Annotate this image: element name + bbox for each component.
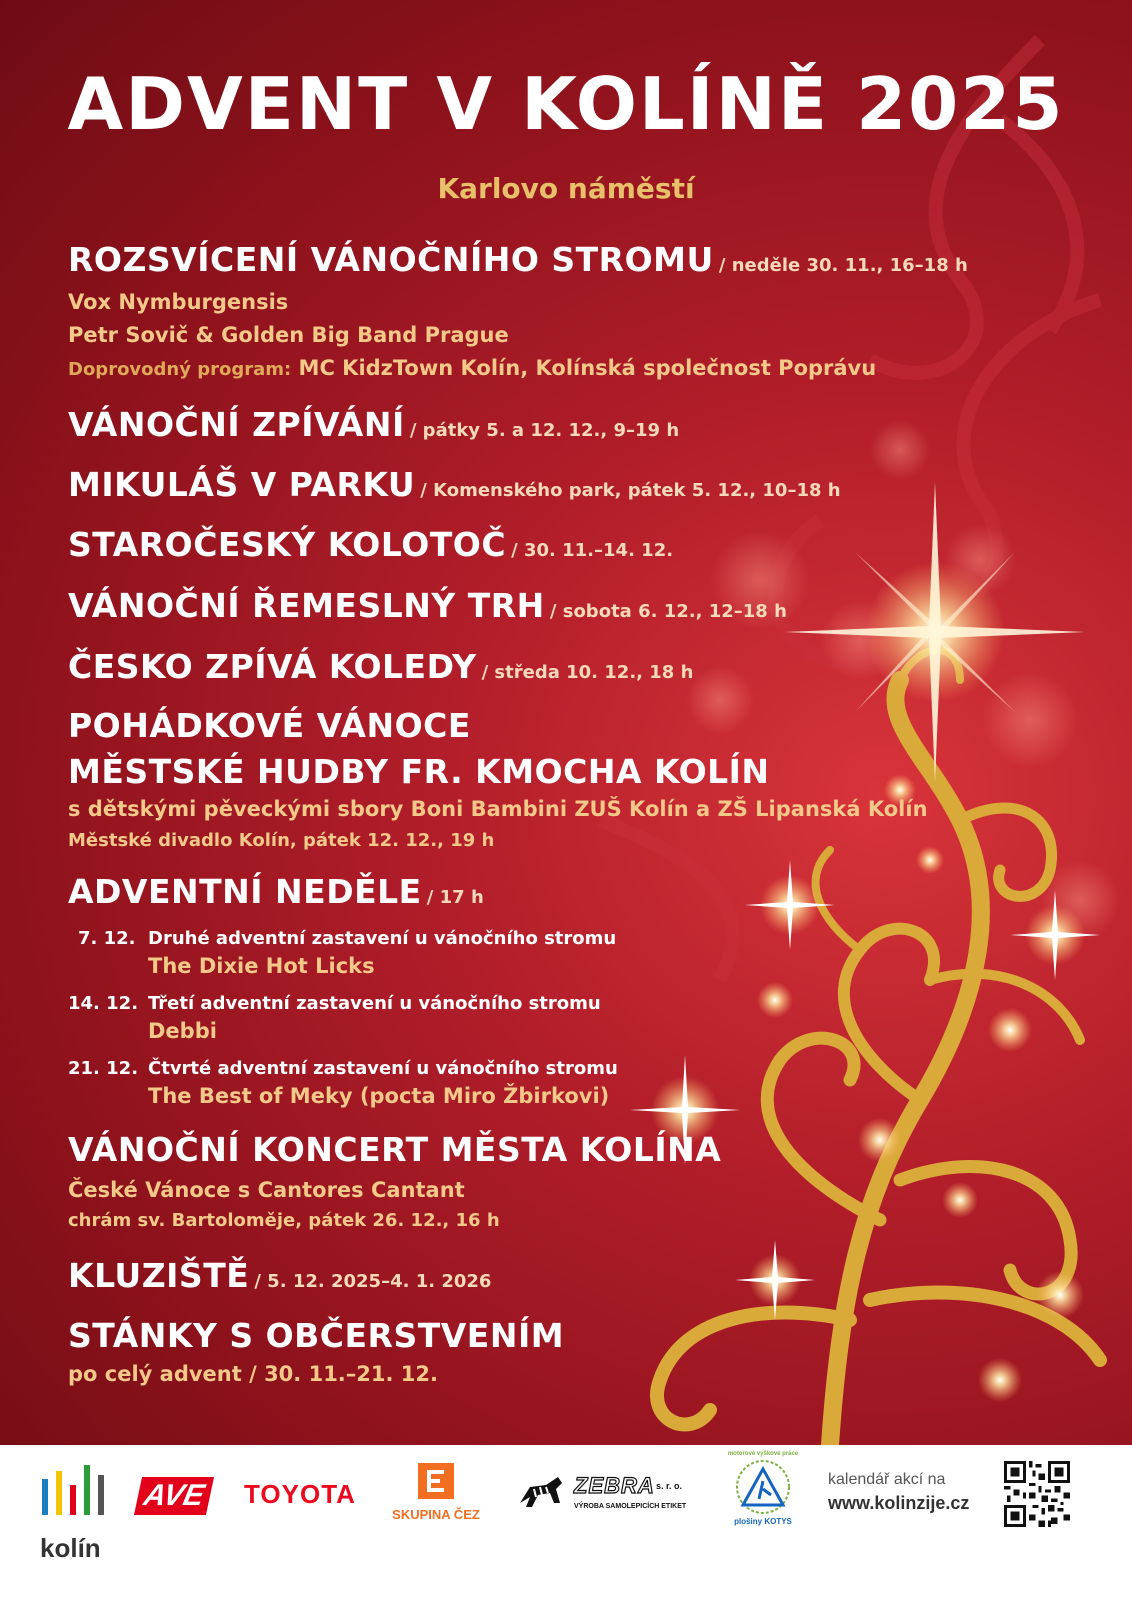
event-adventni-nedele [68,872,484,911]
sunday-text: Druhé adventní zastavení u vánočního stromu [148,928,617,949]
kotys-arc-text: motorové výškové práce [727,1451,799,1457]
sunday-text: Třetí adventní zastavení u vánočního stromu [148,993,601,1014]
event-line: chrám sv. Bartoloměje, pátek 26. 12., 16 h [68,1210,500,1231]
event-stanky [68,1316,564,1355]
event-title: POHÁDKOVÉ VÁNOCE [68,706,471,745]
kolin-bars-icon [40,1465,110,1515]
kotys-icon [733,1459,793,1515]
event-details: / 5. 12. 2025–4. 1. 2026 [254,1271,492,1292]
event-title: VÁNOČNÍ ŘEMESLNÝ TRH [68,586,545,625]
ave-text: AVE [140,1479,208,1512]
sunday-date: 7. 12. [78,928,136,949]
cez-text: SKUPINA ČEZ [392,1507,480,1522]
event-title: VÁNOČNÍ KONCERT MĚSTA KOLÍNA [68,1130,722,1169]
event-line: s dětskými pěveckými sbory Boni Bambini ZUŠ Kolín a ZŠ Lipanská Kolín [68,797,928,821]
kolin-logo [40,1465,110,1575]
event-details: / pátky 5. a 12. 12., 9–19 h [409,420,680,441]
cez-icon [418,1463,454,1499]
event-line: po celý advent / 30. 11.–21. 12. [68,1362,439,1386]
poster-title: ADVENT V KOLÍNĚ 2025 [67,62,1065,146]
sunday-band: Debbi [148,1019,217,1043]
event-rozsviceni [68,240,968,279]
program-text: MC KidzTown Kolín, Kolínská společnost Poprávu [291,356,877,380]
zebra-icon [516,1473,570,1517]
event-pohadkove-2 [68,752,770,791]
sunday-text: Čtvrté adventní zastavení u vánočního stromu [148,1058,618,1079]
event-line: Petr Sovič & Golden Big Band Prague [68,323,509,347]
footer-sponsors [0,1445,1132,1600]
event-line: České Vánoce s Cantores Cantant [68,1178,465,1202]
event-pohadkove [68,706,471,745]
kotys-text: plošiny KOTYS [734,1517,792,1526]
qr-code-icon[interactable] [1004,1461,1070,1527]
program-label: Doprovodný program: [68,359,292,380]
event-koledy [68,647,693,686]
zebra-subtitle: VÝROBA SAMOLEPICÍCH ETIKET [574,1503,687,1510]
poster-subtitle: Karlovo náměstí [437,172,695,205]
event-details: / Komenského park, pátek 5. 12., 10–18 h [420,480,841,501]
event-line: Vox Nymburgensis [68,290,289,314]
calendar-label: kalendář akcí na [828,1471,946,1488]
event-details: / neděle 30. 11., 16–18 h [718,255,968,276]
event-title: VÁNOČNÍ ZPÍVÁNÍ [68,405,405,444]
event-details: / sobota 6. 12., 12–18 h [549,601,787,622]
event-line: Městské divadlo Kolín, pátek 12. 12., 19 h [68,830,495,851]
sunday-date: 21. 12. [68,1058,139,1079]
event-title: STÁNKY S OBČERSTVENÍM [68,1316,565,1355]
event-line-program [68,356,876,380]
sunday-band: The Dixie Hot Licks [148,954,375,978]
event-title: ČESKO ZPÍVÁ KOLEDY [68,647,477,686]
event-details: / středa 10. 12., 18 h [481,662,694,683]
event-kluziste [68,1256,491,1295]
event-title: KLUZIŠTĚ [68,1256,250,1295]
zebra-logo [516,1473,696,1533]
toyota-logo: TOYOTA [244,1479,356,1509]
zebra-sro: s. r. o. [656,1481,683,1491]
event-title: MĚSTSKÉ HUDBY FR. KMOCHA KOLÍN [68,752,770,791]
event-title: MIKULÁŠ V PARKU [68,465,416,504]
event-trh [68,586,787,625]
event-title: ADVENTNÍ NEDĚLE [68,872,422,911]
sunday-band: The Best of Meky (pocta Miro Žbirkovi) [148,1084,610,1108]
event-title: STAROČESKÝ KOLOTOČ [68,525,507,564]
cez-logo [388,1463,484,1543]
event-title: ROZSVÍCENÍ VÁNOČNÍHO STROMU [68,240,714,279]
sunday-date: 14. 12. [68,993,139,1014]
kotys-logo [727,1451,799,1549]
event-zpivani [68,405,679,444]
event-koncert [68,1130,721,1169]
calendar-link[interactable]: www.kolinzije.cz [828,1493,970,1513]
ave-logo [134,1477,214,1515]
kolin-text: kolín [40,1533,101,1563]
zebra-text: ZEBRA [574,1473,655,1498]
event-details: / 17 h [426,887,484,908]
event-mikulas [68,465,841,504]
event-details: / 30. 11.–14. 12. [511,540,674,561]
event-kolotoc [68,525,673,564]
